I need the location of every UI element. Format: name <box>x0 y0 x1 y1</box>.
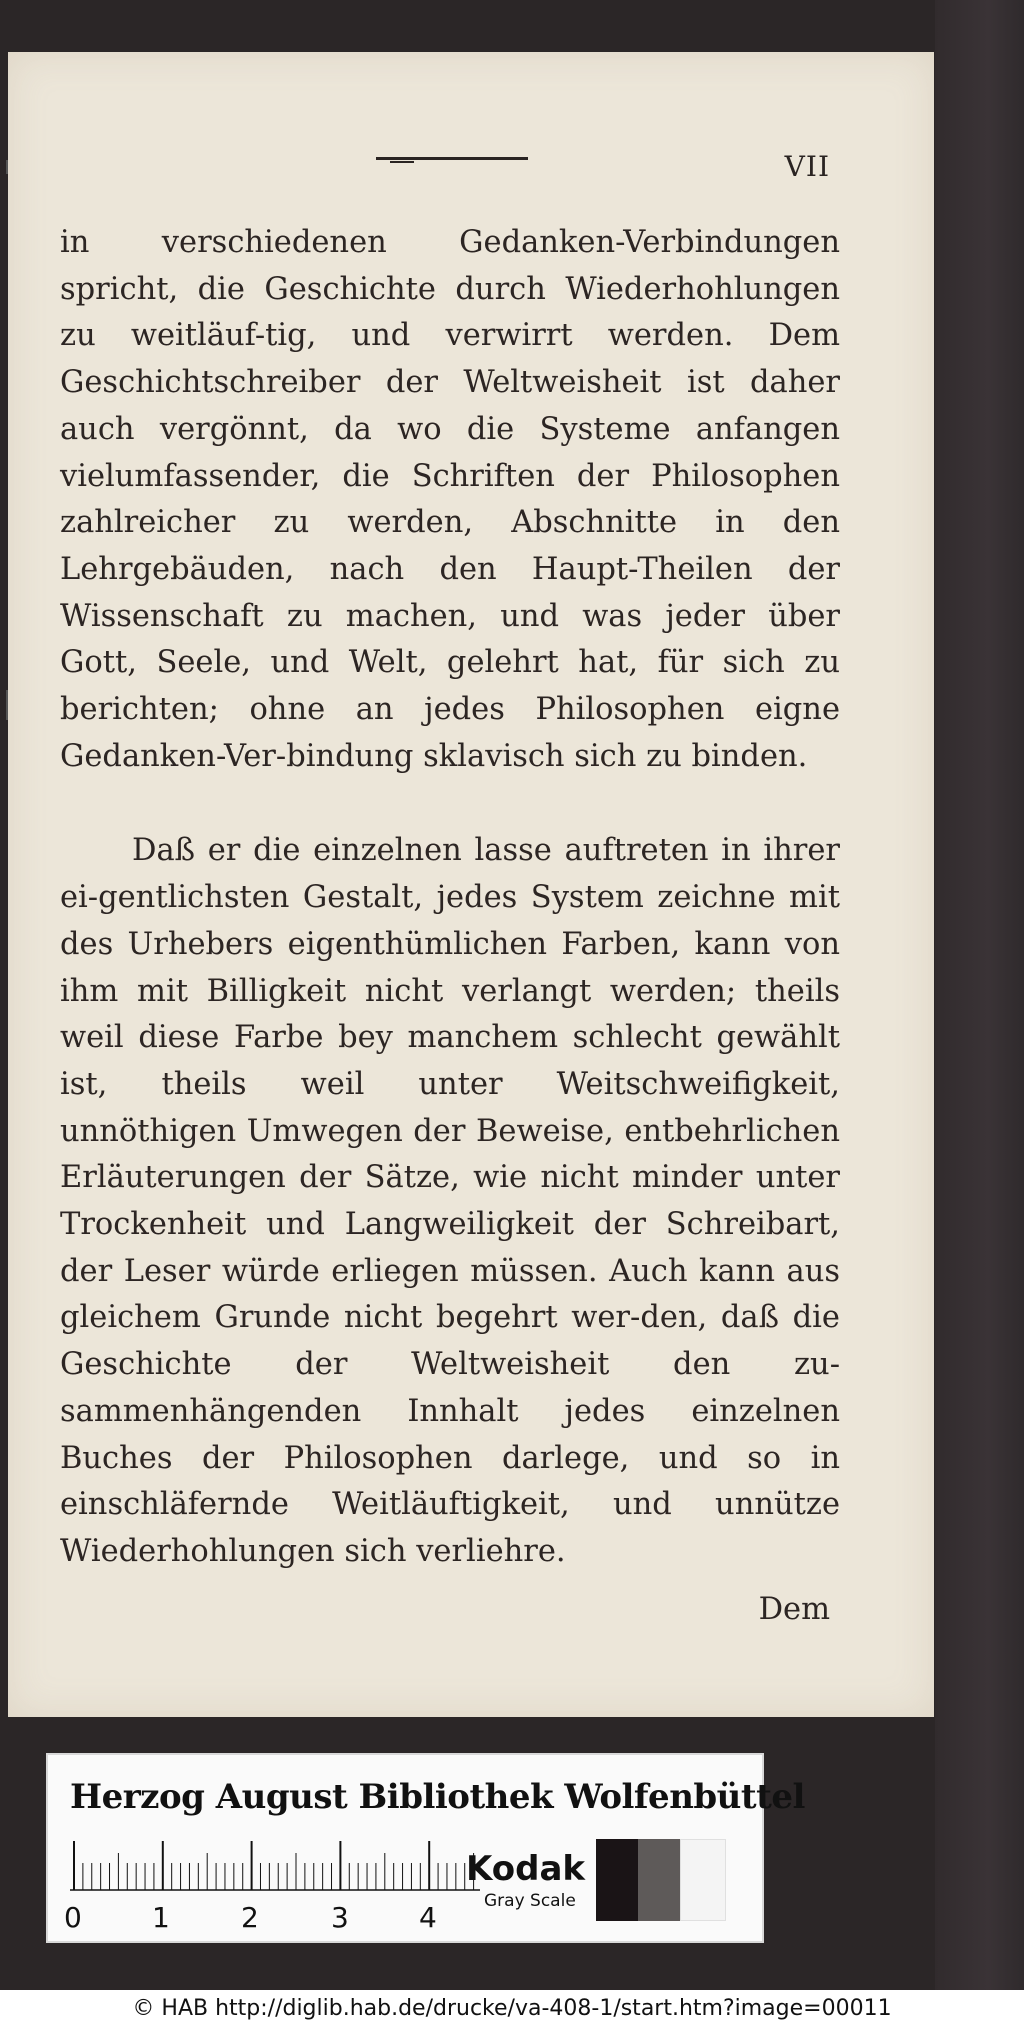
margin-mark <box>6 690 8 720</box>
scan-background-right <box>935 0 1024 1990</box>
margin-mark <box>6 160 8 174</box>
ruler-number-0: 0 <box>64 1901 82 1934</box>
gray-swatch-black <box>596 1839 638 1921</box>
gray-scale-label: Gray Scale <box>484 1891 576 1911</box>
ruler-number-3: 3 <box>331 1901 349 1934</box>
copyright-footer: © HAB http://diglib.hab.de/drucke/va-408-1/start.htm?image=00011 <box>0 1990 1024 2028</box>
library-color-card <box>46 1753 805 1943</box>
catchword: Dem <box>758 1592 830 1627</box>
header-ornament-rule <box>376 154 528 166</box>
scale-ruler <box>70 1841 480 1891</box>
page-number: VII <box>784 150 830 183</box>
gray-swatch-dark <box>638 1839 680 1921</box>
ruler-number-4: 4 <box>419 1901 437 1934</box>
kodak-logo-text: Kodak <box>466 1849 585 1889</box>
library-name: Herzog August Bibliothek Wolfenbüttel <box>70 1777 805 1817</box>
book-page <box>8 52 934 1717</box>
paragraph-1: in verschiedenen Gedanken-Verbindungen spricht, die Geschichte durch Wiederhohlungen zu weitläuf-tig, und verwirrt werden. Dem Geschichtschreiber der Weltweisheit ist daher auch vergönnt, da wo die Systeme anfangen vielumfassender, die Schriften der Philosophen zahlreicher zu werden, Abschnitte in den Lehrgebäuden, nach den Haupt-Theilen der Wissenschaft zu machen, und was jeder über Gott, Seele, und Welt, gelehrt hat, für sich zu berichten; ohne an jedes Philosophen eigne Gedanken-Ver-bindung sklavisch sich zu binden. <box>60 225 840 774</box>
body-text <box>60 220 840 1576</box>
gray-swatch-light <box>680 1839 726 1921</box>
paragraph-2: Daß er die einzelnen lasse auftreten in ihrer ei-gentlichsten Gestalt, jedes System zeichne mit des Urhebers eigenthümlichen Farben, kann von ihm mit Billigkeit nicht verlangt werden; theils weil diese Farbe bey manchem schlecht gewählt ist, theils weil unter Weitschweifigkeit, unnöthigen Umwegen der Beweise, entbehrlichen Erläuterungen der Sätze, wie nicht minder unter Trockenheit und Langweiligkeit der Schreibart, der Leser würde erliegen müssen. Auch kann aus gleichem Grunde nicht begehrt wer-den, daß die Geschichte der Weltweisheit den zu-sammenhängenden Innhalt jedes einzelnen Buches der Philosophen darlege, und so in einschläfernde Weitläuftigkeit, und unnütze Wiederhohlungen sich verliehre. <box>60 833 840 1569</box>
ruler-number-2: 2 <box>241 1901 259 1934</box>
ruler-number-1: 1 <box>152 1901 170 1934</box>
